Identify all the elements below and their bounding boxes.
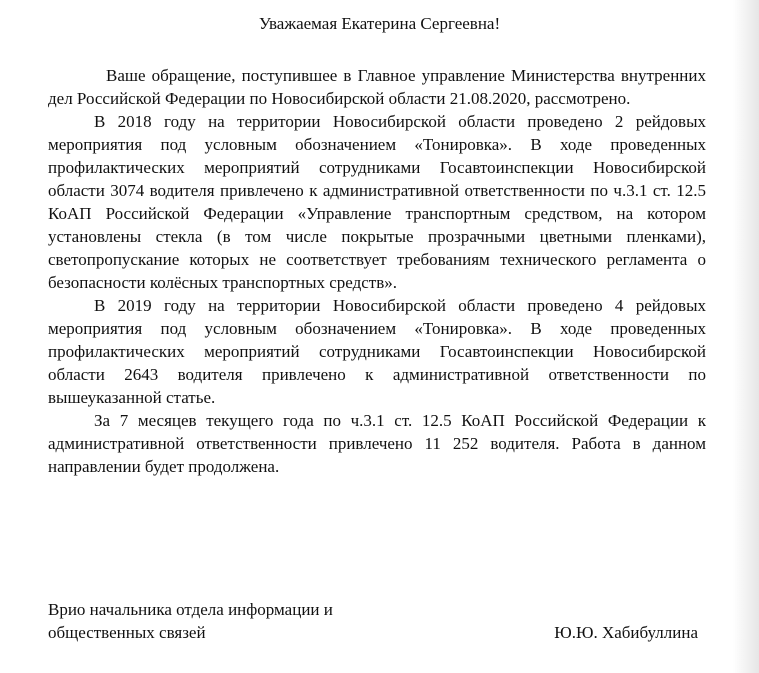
signatory-title-line1: Врио начальника отдела информации и [48, 600, 333, 619]
salutation: Уважаемая Екатерина Сергеевна! [258, 14, 501, 33]
paragraph-current-year: За 7 месяцев текущего года по ч.3.1 ст. 12.5 КоАП Российской Федерации к административной ответственности привлечено 11 252 водителя. Работа в данном направлении будет продолжена. [48, 411, 706, 476]
paragraph-2019-results: В 2019 году на территории Новосибирской области проведено 4 рейдовых мероприятия под условным обозначением «Тонировка». В ходе проведенных профилактических мероприятий сотрудниками Госавтоинспекции Новосибирской области 2643 водителя привлечено к административной ответственности по вышеуказанной статье. [48, 296, 706, 407]
page-edge-shadow [733, 0, 759, 673]
signatory-name: Ю.Ю. Хабибуллина [554, 623, 698, 642]
signatory-title-line2: общественных связей [48, 623, 206, 642]
signature-block [48, 598, 698, 644]
paragraph-2018-results: В 2018 году на территории Новосибирской области проведено 2 рейдовых мероприятия под условным обозначением «Тонировка». В ходе проведенных профилактических мероприятий сотрудниками Госавтоинспекции Новосибирской области 3074 водителя привлечено к административной ответственности по ч.3.1 ст. 12.5 КоАП Российской Федерации «Управление транспортным средством, на котором установлены стекла (в том числе покрытые прозрачными цветными пленками), светопропускание которых не соответствует требованиям технического регламента о безопасности колёсных транспортных средств». [48, 112, 706, 292]
letter-body [48, 64, 706, 478]
paragraph-appeal-reviewed: Ваше обращение, поступившее в Главное управление Министерства внутренних дел Российской Федерации по Новосибирской области 21.08.2020, рассмотрено. [48, 66, 706, 108]
